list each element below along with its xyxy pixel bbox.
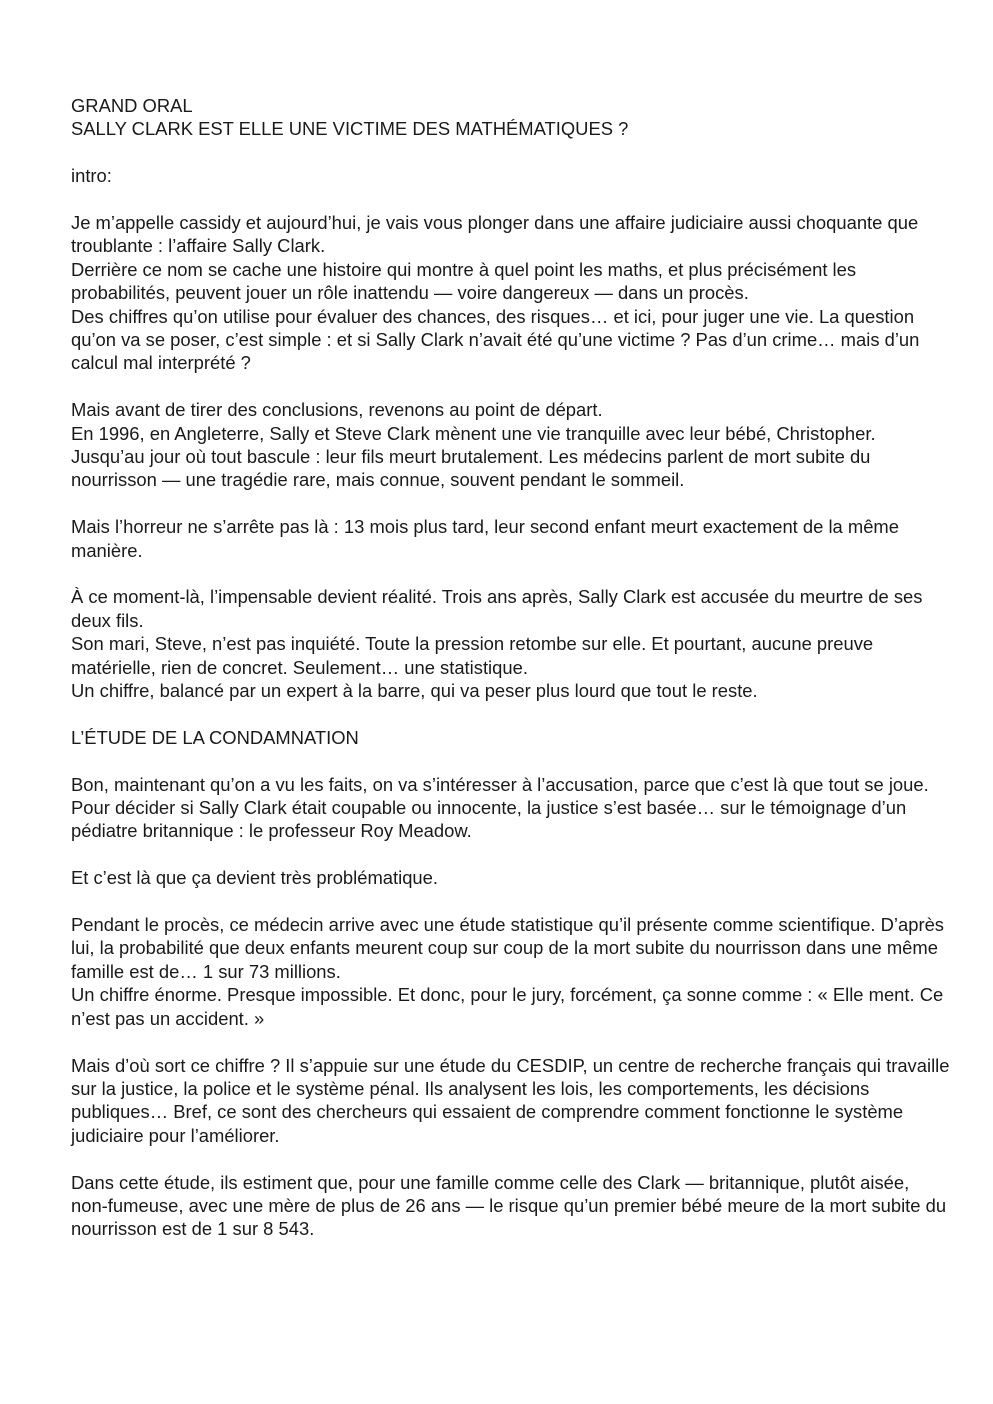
- paragraph-line: En 1996, en Angleterre, Sally et Steve Clark mènent une vie tranquille avec leur bébé, Christopher. Jusqu’au jour où tout bascule : leur fils meurt brutalement. Les médecins parlent de mort subite du nourrisson — une tragédie rare, mais connue, souvent pendant le sommeil.: [71, 422, 876, 491]
- paragraph-intro: [71, 211, 951, 375]
- paragraph-line: Dans cette étude, ils estiment que, pour une famille comme celle des Clark — britannique, plutôt aisée, non-fumeuse, avec une mère de plus de 26 ans — le risque qu’un premier bébé meure de la mort subite du nourrisson est de 1 sur 8 543.: [71, 1171, 947, 1240]
- paragraph-line: Des chiffres qu’on utilise pour évaluer des chances, des risques… et ici, pour juger une vie. La question qu’on va se poser, c’est simple : et si Sally Clark n’avait été qu’une victime ? Pas d’un crime… mais d’un calcul mal interprété ?: [71, 305, 920, 374]
- paragraph-cesdip: [71, 1054, 951, 1148]
- paragraph-line: À ce moment-là, l’impensable devient réalité. Trois ans après, Sally Clark est accusée du meurtre de ses deux fils.: [71, 586, 923, 631]
- paragraph-line: Derrière ce nom se cache une histoire qui montre à quel point les maths, et plus précisément les probabilités, peuvent jouer un rôle inattendu — voire dangereux — dans un procès.: [71, 258, 857, 304]
- paragraph-problem: [71, 866, 951, 889]
- paragraph-line: Un chiffre énorme. Presque impossible. Et donc, pour le jury, forcément, ça sonne comme : « Elle ment. Ce n’est pas un accident. »: [71, 984, 944, 1029]
- paragraph-line: Mais d’où sort ce chiffre ? Il s’appuie sur une étude du CESDIP, un centre de recherche français qui travaille sur la justice, la police et le système pénal. Ils analysent les lois, les comportements, les décisions publiques… Bref, ce sont des chercheurs qui essaient de comprendre comment fonctionne le système judiciaire pour l’améliorer.: [71, 1054, 950, 1146]
- paragraph-line: Je m’appelle cassidy et aujourd’hui, je vais vous plonger dans une affaire judiciaire aussi choquante que troublante : l’affaire Sally Clark.: [71, 212, 919, 257]
- paragraph-risk-estimate: [71, 1171, 951, 1241]
- paragraph-context: [71, 398, 951, 492]
- paragraph-accusation: [71, 585, 951, 702]
- paragraph-line: Pendant le procès, ce médecin arrive avec une étude statistique qu’il présente comme scientifique. D’après lui, la probabilité que deux enfants meurent coup sur coup de la mort subite du nourrisson dans une même famille est de… 1 sur 73 millions.: [71, 914, 945, 982]
- paragraph-line: Pour décider si Sally Clark était coupable ou innocente, la justice s’est basée… sur le témoignage d’un pédiatre britannique : le professeur Roy Meadow.: [71, 797, 907, 842]
- paragraph-line: Bon, maintenant qu’on a vu les faits, on va s’intéresser à l’accusation, parce que c’est là que tout se joue.: [71, 773, 929, 795]
- document-title-line-2: SALLY CLARK EST ELLE UNE VICTIME DES MATHÉMATIQUES ?: [71, 118, 629, 140]
- paragraph-line: Son mari, Steve, n’est pas inquiété. Toute la pression retombe sur elle. Et pourtant, aucune preuve matérielle, rien de concret. Seulement… une statistique.: [71, 633, 874, 678]
- paragraph-line: Et c’est là que ça devient très problématique.: [71, 867, 438, 889]
- paragraph-line: Mais avant de tirer des conclusions, revenons au point de départ.: [71, 399, 603, 421]
- section-heading: L’ÉTUDE DE LA CONDAMNATION: [71, 726, 359, 748]
- intro-label: intro:: [71, 165, 112, 187]
- paragraph-trial: [71, 773, 951, 843]
- paragraph-second-death: [71, 515, 951, 562]
- paragraph-line: Un chiffre, balancé par un expert à la barre, qui va peser plus lourd que tout le reste.: [71, 680, 758, 702]
- paragraph-statistic: [71, 913, 951, 1030]
- paragraph-line: Mais l’horreur ne s’arrête pas là : 13 mois plus tard, leur second enfant meurt exactement de la même manière.: [71, 516, 899, 561]
- document-title-line-1: GRAND ORAL: [71, 95, 193, 116]
- document-body: [71, 94, 951, 1264]
- document-title-block: [71, 94, 951, 141]
